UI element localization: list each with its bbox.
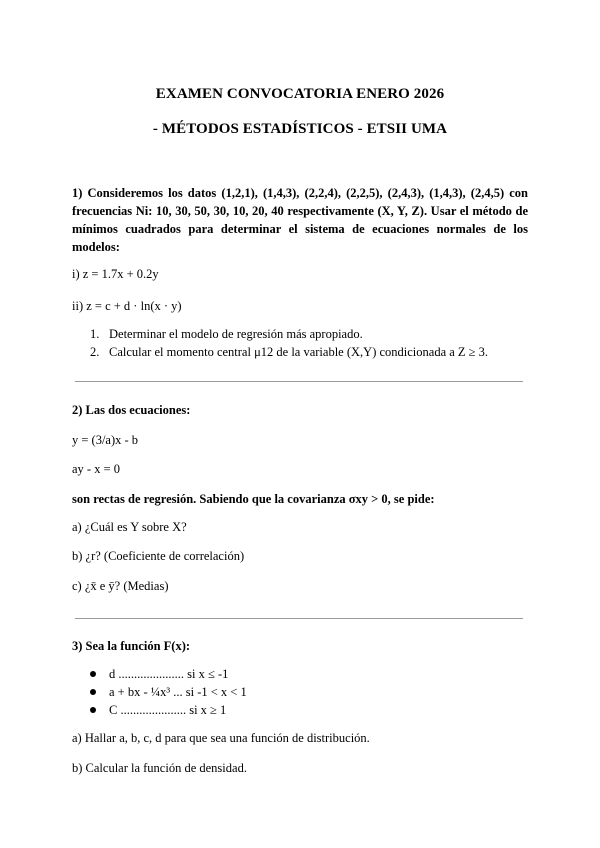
- q1-task-item: [72, 343, 528, 361]
- exam-subtitle: - MÉTODOS ESTADÍSTICOS - ETSII UMA: [152, 121, 448, 137]
- q3-case-list: [72, 665, 528, 719]
- q2-statement: son rectas de regresión. Sabiendo que la covarianza σxy > 0, se pide:: [72, 492, 435, 506]
- bullet-icon: [90, 707, 96, 713]
- exam-title: EXAMEN CONVOCATORIA ENERO 2026: [155, 86, 445, 102]
- q3-case-text: a + bx - ¼x³ ... si -1 < x < 1: [109, 685, 247, 699]
- q1-task-list: [72, 325, 528, 361]
- q3-part-a: a) Hallar a, b, c, d para que sea una función de distribución.: [72, 731, 370, 745]
- q3-case-text: d ..................... si x ≤ -1: [109, 667, 229, 681]
- q3-case-text: C ..................... si x ≥ 1: [109, 703, 227, 717]
- q1-model-i: i) z = 1.7x + 0.2y: [72, 267, 159, 281]
- bullet-icon: [90, 689, 96, 695]
- q3-case-item: [72, 665, 528, 683]
- q3-case-item: [72, 683, 528, 701]
- q1-task-number: 2.: [90, 345, 100, 359]
- section-divider: [75, 618, 523, 619]
- q2-part-c: c) ¿x̄ e ȳ? (Medias): [72, 579, 169, 593]
- q2-equation-2: ay - x = 0: [72, 462, 121, 476]
- q1-task-text: Determinar el modelo de regresión más apropiado.: [109, 327, 363, 341]
- q2-part-b: b) ¿r? (Coeficiente de correlación): [72, 549, 245, 563]
- q1-task-item: [72, 325, 528, 343]
- q2-equation-1: y = (3/a)x - b: [72, 433, 139, 447]
- q1-statement: 1) Consideremos los datos (1,2,1), (1,4,3), (2,2,4), (2,2,5), (2,4,3), (1,4,3), (2,4,5) con frecuencias Ni: 10, 30, 50, 30, 10, 20, 40 respectivamente (X, Y, Z). Usar el método de mínimos cuadrados para determinar el sistema de ecuaciones normales de los modelos:: [72, 186, 528, 254]
- q1-model-ii: ii) z = c + d · ln(x · y): [72, 299, 182, 313]
- q3-heading: 3) Sea la función F(x):: [72, 639, 191, 653]
- q2-part-a: a) ¿Cuál es Y sobre X?: [72, 520, 187, 534]
- q1-task-number: 1.: [90, 327, 100, 341]
- q3-case-item: [72, 701, 528, 719]
- q2-heading: 2) Las dos ecuaciones:: [72, 403, 191, 417]
- q3-part-b: b) Calcular la función de densidad.: [72, 761, 247, 775]
- q1-task-text: Calcular el momento central μ12 de la variable (X,Y) condicionada a Z ≥ 3.: [109, 345, 489, 359]
- section-divider: [75, 381, 523, 382]
- bullet-icon: [90, 671, 96, 677]
